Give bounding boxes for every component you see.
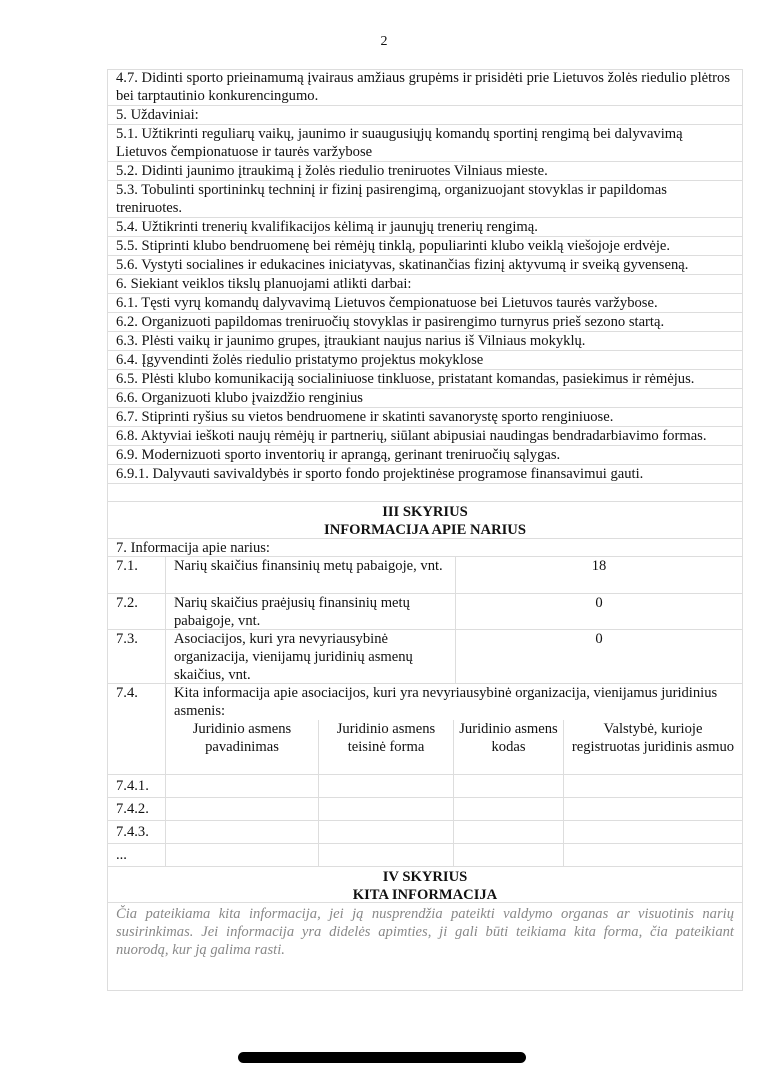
list-item: 5. Uždaviniai: xyxy=(108,106,742,125)
row-number: ... xyxy=(108,844,166,866)
list-item: 6.9.1. Dalyvauti savivaldybės ir sporto fondo projektinėse programose finansavimui gauti. xyxy=(108,465,742,484)
empty-cell xyxy=(166,775,319,797)
list-item: 6. Siekiant veiklos tikslų planuojami atlikti darbai: xyxy=(108,275,742,294)
empty-cell xyxy=(166,821,319,843)
page-number: 2 xyxy=(380,34,388,49)
document-table xyxy=(107,69,743,991)
list-item: 4.7. Didinti sporto prieinamumą įvairaus amžiaus grupėms ir prisidėti prie Lietuvos žolės riedulio plėtros bei tarptautinio konkurencingumo. xyxy=(108,69,742,106)
row-number: 7.4. xyxy=(108,684,166,774)
entity-table-header xyxy=(166,720,742,774)
list-item: 6.3. Plėsti vaikų ir jaunimo grupes, įtraukiant naujus narius iš Vilniaus mokyklų. xyxy=(108,332,742,351)
column-header: Juridinio asmens teisinė forma xyxy=(319,720,454,774)
entity-table-rows xyxy=(108,775,742,867)
member-row xyxy=(108,630,742,684)
entity-row xyxy=(108,775,742,798)
list-item: 6.9. Modernizuoti sporto inventorių ir aprangą, gerinant treniruočių sąlygas. xyxy=(108,446,742,465)
row-number: 7.4.2. xyxy=(108,798,166,820)
list-item: 6.7. Stiprinti ryšius su vietos bendruomene ir skatinti savanorystę sporto renginiuose. xyxy=(108,408,742,427)
list-item: 5.2. Didinti jaunimo įtraukimą į žolės riedulio treniruotes Vilniaus mieste. xyxy=(108,162,742,181)
empty-cell xyxy=(564,844,742,866)
members-rows xyxy=(108,557,742,684)
empty-cell xyxy=(454,775,564,797)
list-item: 5.4. Užtikrinti trenerių kvalifikacijos kėlimą ir jaunųjų trenerių rengimą. xyxy=(108,218,742,237)
empty-cell xyxy=(564,798,742,820)
empty-cell xyxy=(319,775,454,797)
list-item: 6.8. Aktyviai ieškoti naujų rėmėjų ir partnerių, siūlant abipusiai naudingas bendradarbiavimo formas. xyxy=(108,427,742,446)
row-label: Asociacijos, kuri yra nevyriausybinė organizacija, vienijamų juridinių asmenų skaičius, vnt. xyxy=(166,630,456,683)
empty-cell xyxy=(319,844,454,866)
column-header: Juridinio asmens kodas xyxy=(454,720,564,774)
list-item: 5.5. Stiprinti klubo bendruomenę bei rėmėjų tinklą, populiarinti klubo veiklą viešojoje erdvėje. xyxy=(108,237,742,256)
list-item: 6.5. Plėsti klubo komunikaciją socialiniuose tinkluose, pristatant komandas, pasiekimus ir rėmėjus. xyxy=(108,370,742,389)
row-number: 7.4.3. xyxy=(108,821,166,843)
empty-cell xyxy=(454,798,564,820)
row-value: 0 xyxy=(595,595,603,611)
row-7-4 xyxy=(108,684,742,775)
home-indicator[interactable] xyxy=(238,1052,526,1063)
list-item: 6.1. Tęsti vyrų komandų dalyvavimą Lietuvos čempionatuose bei Lietuvos taurės varžybose. xyxy=(108,294,742,313)
row-value: 0 xyxy=(595,631,603,647)
row-value: 18 xyxy=(591,558,607,574)
member-row xyxy=(108,557,742,594)
row-number: 7.4.1. xyxy=(108,775,166,797)
list-item: 6.6. Organizuoti klubo įvaizdžio renginius xyxy=(108,389,742,408)
list-item: 5.6. Vystyti socialines ir edukacines iniciatyvas, skatinančias fizinį aktyvumą ir sveiką gyvenseną. xyxy=(108,256,742,275)
row-label: Narių skaičius praėjusių finansinių metų pabaigoje, vnt. xyxy=(166,594,456,629)
row-number: 7.3. xyxy=(108,630,166,683)
empty-cell xyxy=(454,844,564,866)
goals-tasks-list xyxy=(108,69,742,484)
empty-row xyxy=(108,484,742,502)
section-4-number: IV SKYRIUS xyxy=(382,869,468,885)
row-number: 7.2. xyxy=(108,594,166,629)
member-row xyxy=(108,594,742,630)
section-3-title: INFORMACIJA APIE NARIUS xyxy=(324,522,526,538)
empty-cell xyxy=(166,844,319,866)
column-header: Juridinio asmens pavadinimas xyxy=(166,720,319,774)
list-item: 5.3. Tobulinti sportininkų techninį ir fizinį pasirengimą, organizuojant stovyklas ir papildomas treniruotes. xyxy=(108,181,742,218)
empty-cell xyxy=(319,798,454,820)
list-item: 6.2. Organizuoti papildomas treniruočių stovyklas ir pasirengimo turnyrus prieš sezono startą. xyxy=(108,313,742,332)
members-intro: 7. Informacija apie narius: xyxy=(108,539,742,557)
empty-cell xyxy=(454,821,564,843)
row-label: Kita informacija apie asociacijos, kuri yra nevyriausybinė organizacija, vienijamus juridinius asmenis: xyxy=(174,685,718,719)
section-3-number: III SKYRIUS xyxy=(382,504,468,520)
entity-row xyxy=(108,844,742,867)
section-4-title: KITA INFORMACIJA xyxy=(352,887,498,903)
section-4-heading xyxy=(108,867,742,903)
empty-cell xyxy=(564,821,742,843)
list-item: 6.4. Įgyvendinti žolės riedulio pristatymo projektus mokyklose xyxy=(108,351,742,370)
other-info-text: Čia pateikiama kita informacija, jei ją nusprendžia pateikti valdymo organas ar visuotinis narių susirinkimas. Jei informacija yra didelės apimties, ji gali būti teikiama kita forma, čia pateikiant nuorodą, kur ją galima rasti. xyxy=(116,906,734,958)
section-3-heading xyxy=(108,502,742,539)
column-header: Valstybė, kurioje registruotas juridinis asmuo xyxy=(571,721,735,755)
empty-cell xyxy=(564,775,742,797)
row-7-4-body xyxy=(166,684,742,774)
list-item: 5.1. Užtikrinti reguliarų vaikų, jaunimo ir suaugusiųjų komandų sportinį rengimą bei dalyvavimą Lietuvos čempionatuose ir taurės varžybose xyxy=(108,125,742,162)
row-number: 7.1. xyxy=(108,557,166,593)
entity-row xyxy=(108,821,742,844)
row-label: Narių skaičius finansinių metų pabaigoje, vnt. xyxy=(166,557,456,593)
empty-cell xyxy=(319,821,454,843)
entity-row xyxy=(108,798,742,821)
empty-cell xyxy=(166,798,319,820)
